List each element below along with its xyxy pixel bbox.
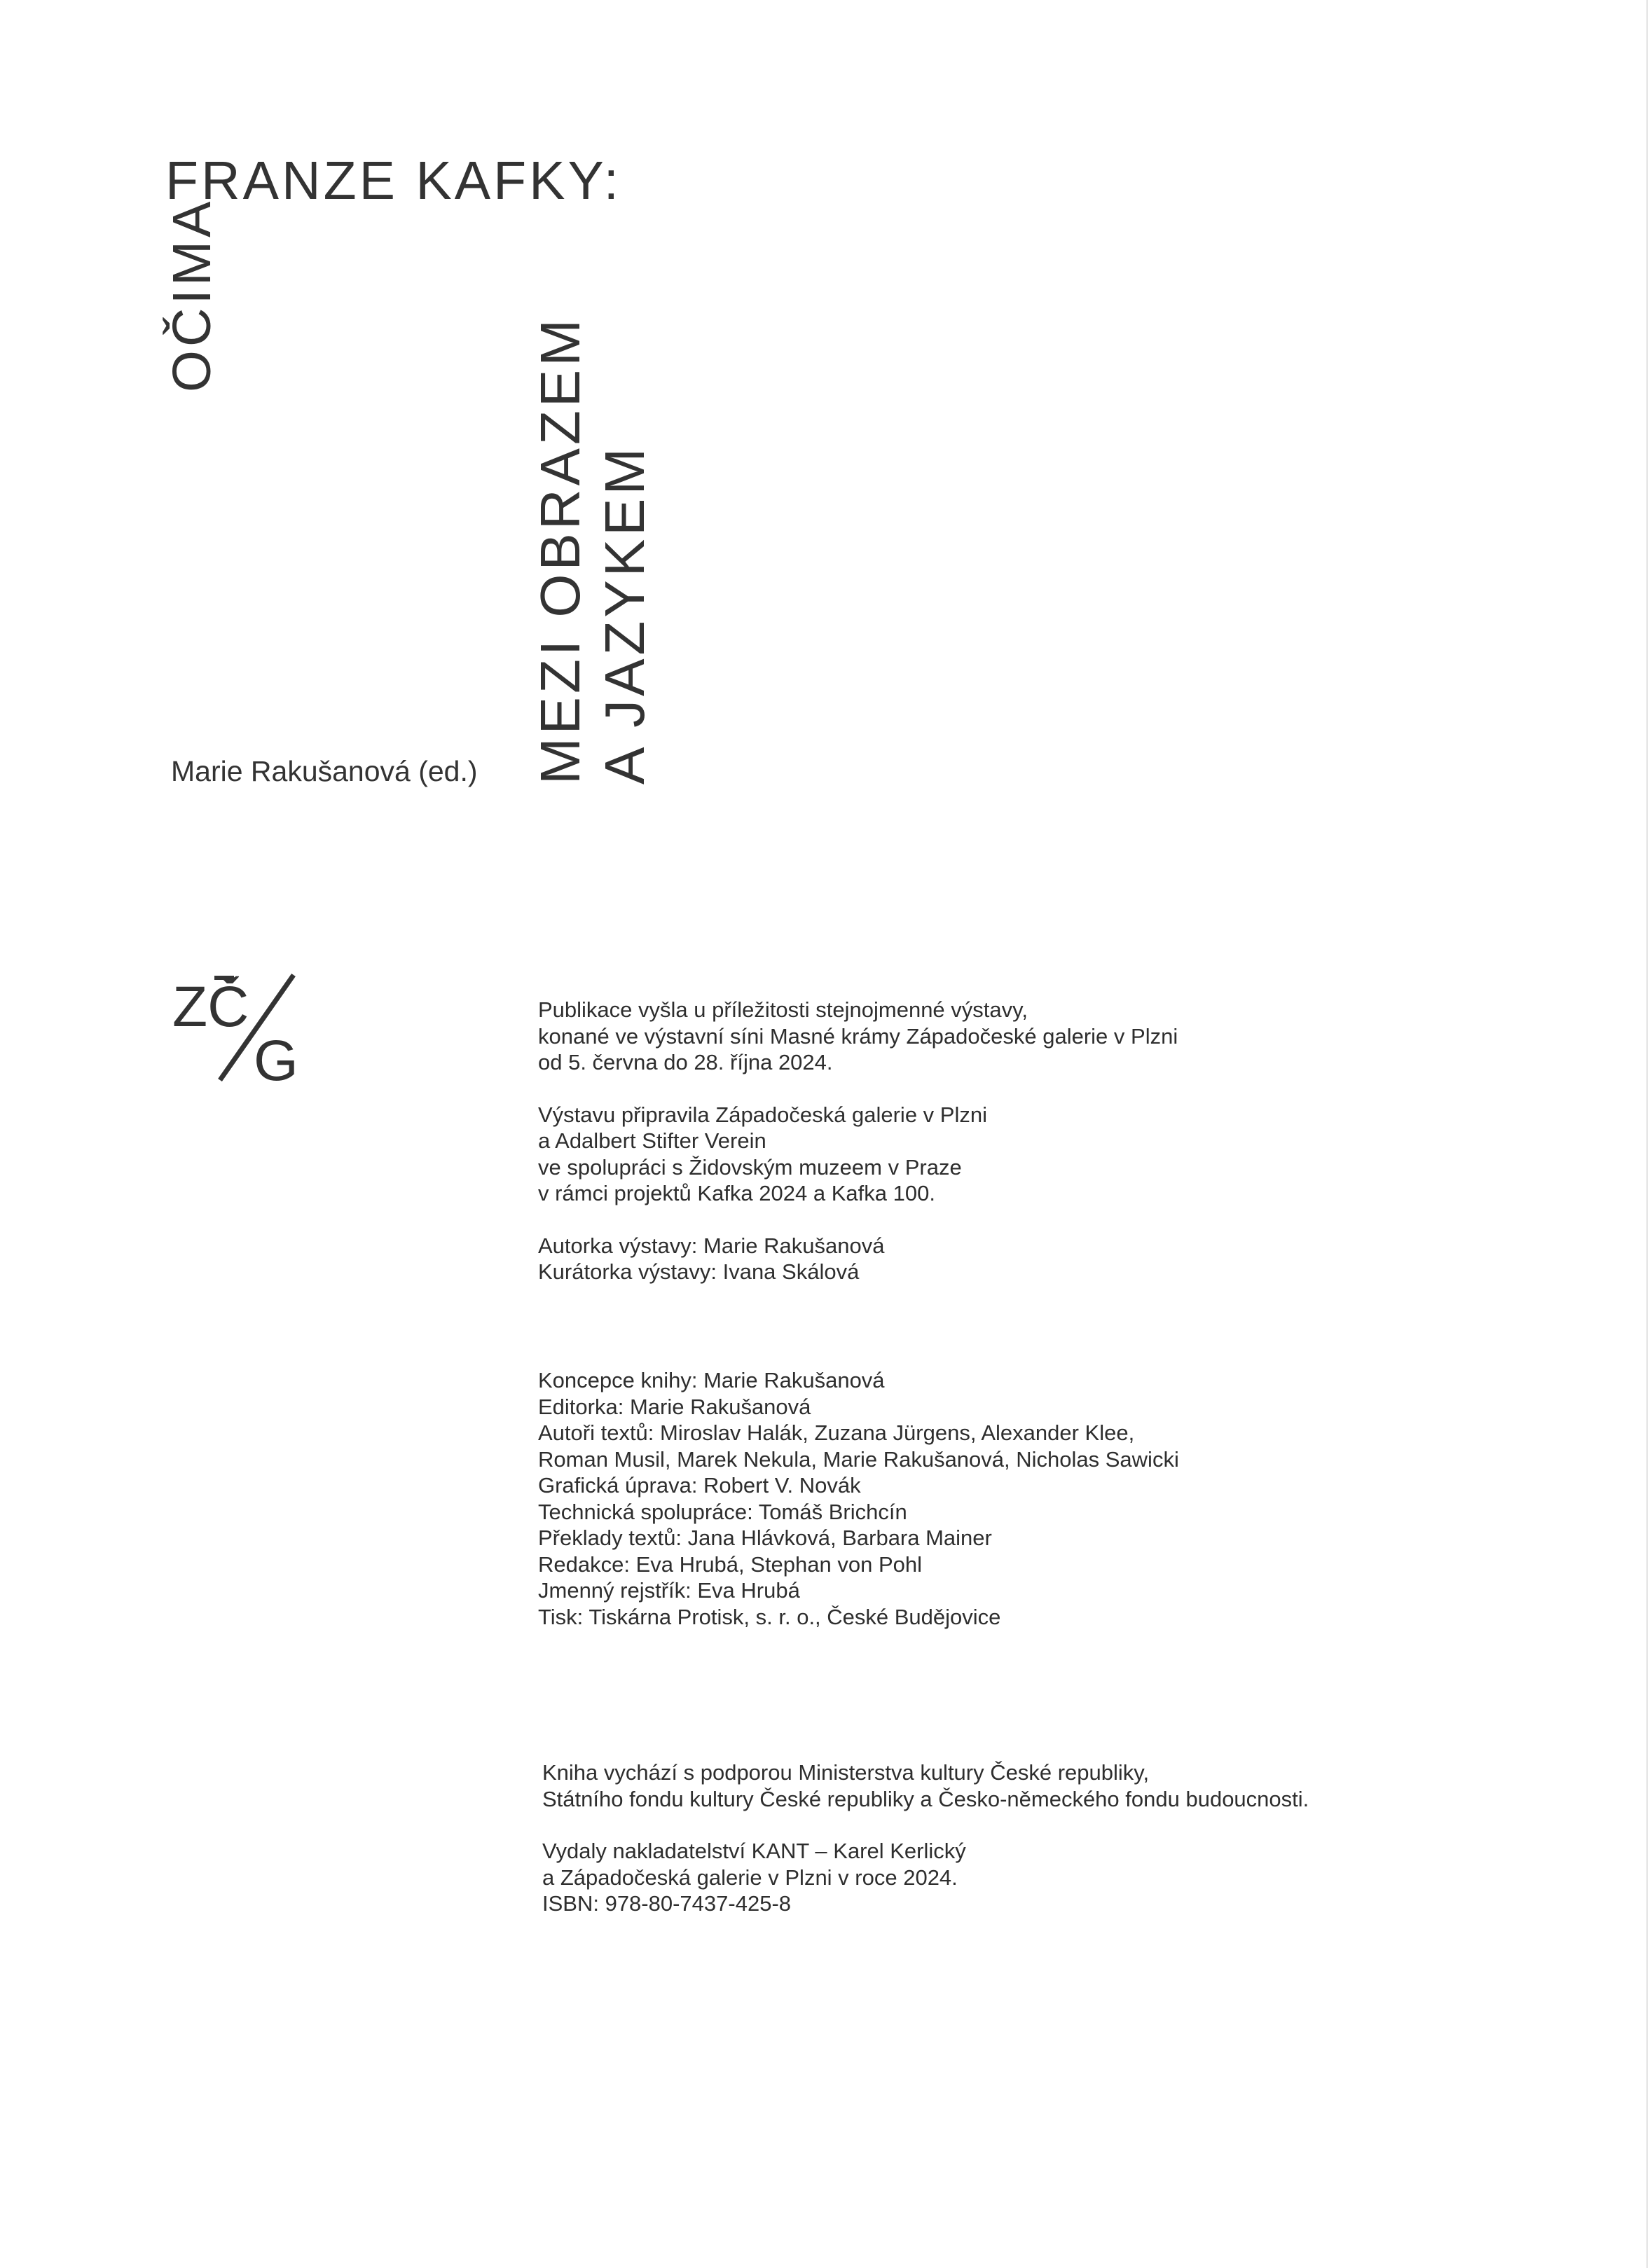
credit-line: Editorka: Marie Rakušanová	[538, 1394, 811, 1419]
text-line: ve spolupráci s Židovským muzeem v Praze	[538, 1154, 962, 1180]
credit-line: Roman Musil, Marek Nekula, Marie Rakušanová, Nicholas Sawicki	[538, 1446, 1179, 1472]
credit-line: Autoři textů: Miroslav Halák, Zuzana Jürgens, Alexander Klee,	[538, 1420, 1135, 1445]
subtitle-line-1: MEZI OBRAZEM	[529, 316, 591, 784]
page-edge	[1646, 0, 1648, 2268]
text-line: Výstavu připravila Západočeská galerie v Plzni	[538, 1102, 987, 1127]
publication-paragraph	[538, 997, 1178, 1076]
credits-block	[538, 1367, 1179, 1630]
text-line: Kurátorka výstavy: Ivana Skálová	[538, 1259, 860, 1284]
editor-name: Marie Rakušanová (ed.)	[171, 755, 478, 787]
subtitle-line-2: A JAZYKEM	[593, 444, 656, 784]
support-paragraph	[542, 1759, 1309, 1812]
logo-bottom-text: G	[254, 1029, 298, 1086]
text-line: Vydaly nakladatelství KANT – Karel Kerlický	[542, 1839, 966, 1863]
text-line: v rámci projektů Kafka 2024 a Kafka 100.	[538, 1181, 935, 1205]
support-publisher-block	[542, 1759, 1309, 1917]
text-line: Státního fondu kultury České republiky a Česko-německého fondu budoucnosti.	[542, 1786, 1309, 1811]
credit-line: Grafická úprava: Robert V. Novák	[538, 1473, 861, 1498]
authors-paragraph	[538, 1233, 1178, 1285]
isbn: ISBN: 978-80-7437-425-8	[542, 1891, 792, 1916]
organizers-paragraph	[538, 1102, 1178, 1207]
title-ocima: OČIMA	[162, 198, 222, 392]
credit-line: Jmenný rejstřík: Eva Hrubá	[538, 1578, 800, 1603]
text-line: Publikace vyšla u příležitosti stejnojmenné výstavy,	[538, 997, 1028, 1022]
exhibition-info	[538, 997, 1178, 1285]
credit-line: Překlady textů: Jana Hlávková, Barbara Mainer	[538, 1526, 992, 1550]
text-line: od 5. června do 28. října 2024.	[538, 1050, 833, 1074]
title-franze-kafky: FRANZE KAFKY:	[165, 151, 622, 211]
logo-top-text: ZČ	[172, 975, 249, 1039]
credit-line: Koncepce knihy: Marie Rakušanová	[538, 1368, 885, 1392]
zcg-logo	[171, 967, 311, 1086]
credit-line: Technická spolupráce: Tomáš Brichcín	[538, 1499, 907, 1524]
credit-line: Tisk: Tiskárna Protisk, s. r. o., České Budějovice	[538, 1604, 1001, 1629]
text-line: Autorka výstavy: Marie Rakušanová	[538, 1233, 885, 1258]
publisher-paragraph	[542, 1838, 1309, 1917]
text-line: konané ve výstavní síni Masné krámy Západočeské galerie v Plzni	[538, 1023, 1178, 1049]
text-line: a Západočeská galerie v Plzni v roce 2024.	[542, 1865, 958, 1890]
text-line: Kniha vychází s podporou Ministerstva kultury České republiky,	[542, 1760, 1150, 1785]
credit-line: Redakce: Eva Hrubá, Stephan von Pohl	[538, 1551, 923, 1577]
text-line: a Adalbert Stifter Verein	[538, 1128, 766, 1153]
